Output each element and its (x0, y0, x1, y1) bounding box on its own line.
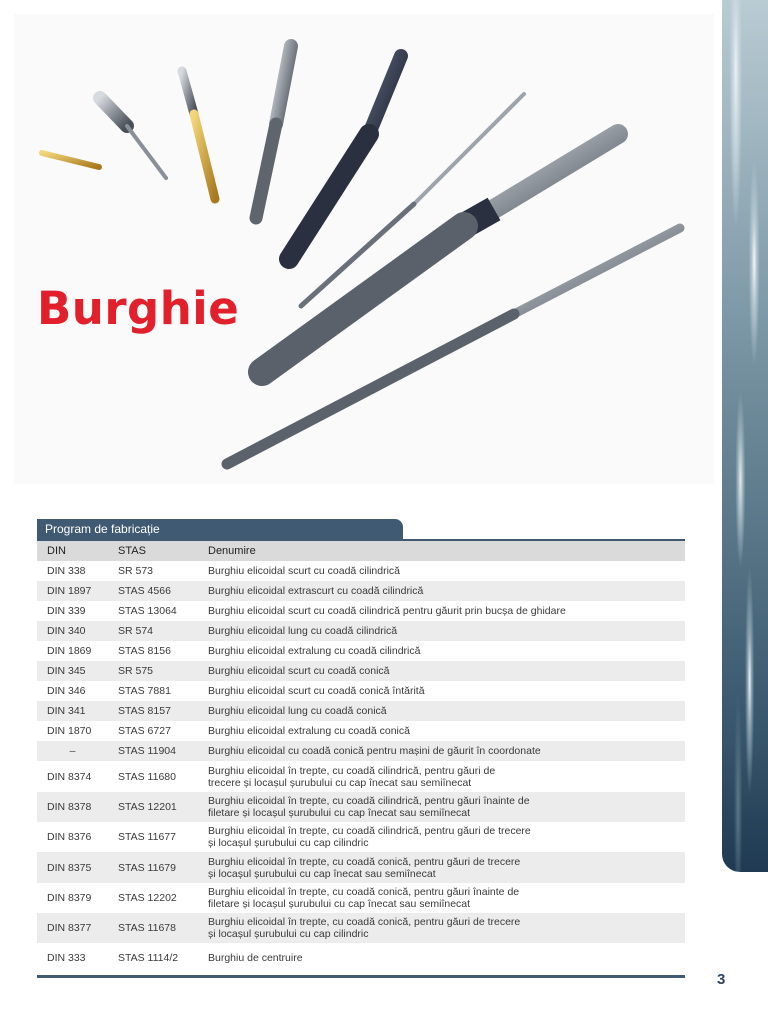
table-header (37, 541, 685, 561)
drill-gold (182, 71, 215, 199)
cell-name: Burghiu elicoidal lung cu coadă cilindrică (208, 625, 398, 637)
table-row (37, 913, 685, 943)
cell-name: Burghiu elicoidal în trepte, cu coadă conică, pentru găuri înainte de filetare și locașul șurubului cu cap înecat sau semiînecat (208, 886, 520, 910)
drill-taper-shank (262, 134, 618, 372)
cell-name: Burghiu elicoidal în trepte, cu coadă cilindrică, pentru găuri de trecere și locașul șurubului cu cap înecat sau semiînecat (208, 764, 496, 789)
drill-silver (256, 46, 291, 218)
cell-name: Burghiu elicoidal scurt cu coadă conică (208, 665, 390, 677)
cell-stas: STAS 11680 (118, 770, 176, 783)
cell-stas: STAS 11679 (118, 861, 176, 874)
table-row (37, 701, 685, 721)
production-table (37, 519, 685, 972)
table-row (37, 721, 685, 741)
drill-center (100, 98, 166, 178)
cell-name: Burghiu elicoidal scurt cu coadă conică întărită (208, 685, 425, 697)
cell-din: DIN 339 (47, 605, 86, 617)
table-row (37, 581, 685, 601)
cell-din: DIN 8379 (47, 892, 92, 904)
table-row (37, 761, 685, 792)
cell-name: Burghiu de centruire (208, 951, 303, 964)
cell-stas: SR 573 (118, 565, 154, 577)
table-row (37, 561, 685, 581)
cell-stas: STAS 8156 (118, 645, 171, 657)
cell-stas: STAS 8157 (118, 705, 171, 717)
table-row (37, 661, 685, 681)
drill-bits-photo (14, 14, 714, 484)
cell-din: DIN 340 (47, 625, 86, 637)
table-row (37, 792, 685, 822)
header-name: Denumire (208, 545, 256, 557)
cell-stas: STAS 7881 (118, 685, 171, 697)
cell-din: DIN 8378 (47, 801, 92, 813)
cell-stas: STAS 11678 (118, 922, 176, 934)
ice-texture-strip (722, 0, 768, 872)
cell-din: DIN 346 (47, 685, 86, 697)
cell-name: Burghiu elicoidal în trepte, cu coadă cilindrică, pentru găuri înainte de filetare și locașul șurubului cu cap înecat sau semiînecat (208, 795, 530, 819)
table-row (37, 621, 685, 641)
cell-din: DIN 8375 (47, 861, 92, 874)
cell-stas: STAS 4566 (118, 585, 171, 597)
drill-small-gold (42, 153, 99, 167)
cell-din: DIN 1870 (47, 725, 92, 737)
table-row (37, 852, 685, 883)
cell-stas: SR 574 (118, 625, 154, 637)
table-row (37, 601, 685, 621)
cell-stas: STAS 11677 (118, 831, 176, 843)
cell-stas: STAS 6727 (118, 725, 171, 737)
cell-din: DIN 8374 (47, 770, 92, 783)
cell-din: – (69, 745, 76, 757)
drill-bits-illustration (14, 14, 714, 484)
bottom-rule (37, 975, 685, 978)
cell-din: DIN 8376 (47, 831, 92, 843)
table-row (37, 883, 685, 913)
table-row (37, 681, 685, 701)
cell-din: DIN 338 (47, 565, 86, 577)
table-row (37, 822, 685, 852)
page-title: Burghie (37, 282, 240, 335)
cell-din: DIN 1869 (47, 645, 92, 657)
header-stas: STAS (118, 545, 146, 557)
cell-name: Burghiu elicoidal extralung cu coadă conică (208, 725, 410, 737)
table-row (37, 641, 685, 661)
cell-din: DIN 333 (47, 951, 86, 964)
cell-din: DIN 345 (47, 665, 86, 677)
cell-stas: STAS 11904 (118, 745, 176, 757)
table-row (37, 741, 685, 761)
cell-name: Burghiu elicoidal în trepte, cu coadă cilindrică, pentru găuri de trecere și locașul șurubului cu cap cilindric (208, 825, 531, 849)
table-body (37, 561, 685, 972)
cell-stas: STAS 12202 (118, 892, 177, 904)
cell-name: Burghiu elicoidal cu coadă conică pentru mașini de găurit în coordonate (208, 745, 541, 757)
table-row (37, 943, 685, 972)
cell-name: Burghiu elicoidal scurt cu coadă cilindrică pentru găurit prin bucșa de ghidare (208, 605, 566, 617)
cell-name: Burghiu elicoidal scurt cu coadă cilindrică (208, 565, 401, 577)
header-din: DIN (47, 545, 66, 557)
cell-name: Burghiu elicoidal lung cu coadă conică (208, 705, 387, 717)
cell-name: Burghiu elicoidal în trepte, cu coadă conică, pentru găuri de trecere și locașul șurubului cu cap cilindric (208, 916, 521, 940)
cell-name: Burghiu elicoidal extrascurt cu coadă cilindrică (208, 585, 424, 597)
cell-din: DIN 1897 (47, 585, 92, 597)
cell-name: Burghiu elicoidal extralung cu coadă cilindrică (208, 645, 421, 657)
cell-din: DIN 8377 (47, 922, 92, 934)
cell-name: Burghiu elicoidal în trepte, cu coadă conică, pentru găuri de trecere și locașul șurubului cu cap înecat sau semiînecat (208, 855, 521, 880)
cell-stas: STAS 12201 (118, 801, 177, 813)
cell-stas: STAS 13064 (118, 605, 177, 617)
cell-stas: SR 575 (118, 665, 154, 677)
section-title: Program de fabricație (37, 519, 403, 539)
cell-stas: STAS 1114/2 (118, 951, 179, 964)
page-number: 3 (717, 971, 726, 988)
cell-din: DIN 341 (47, 705, 86, 717)
